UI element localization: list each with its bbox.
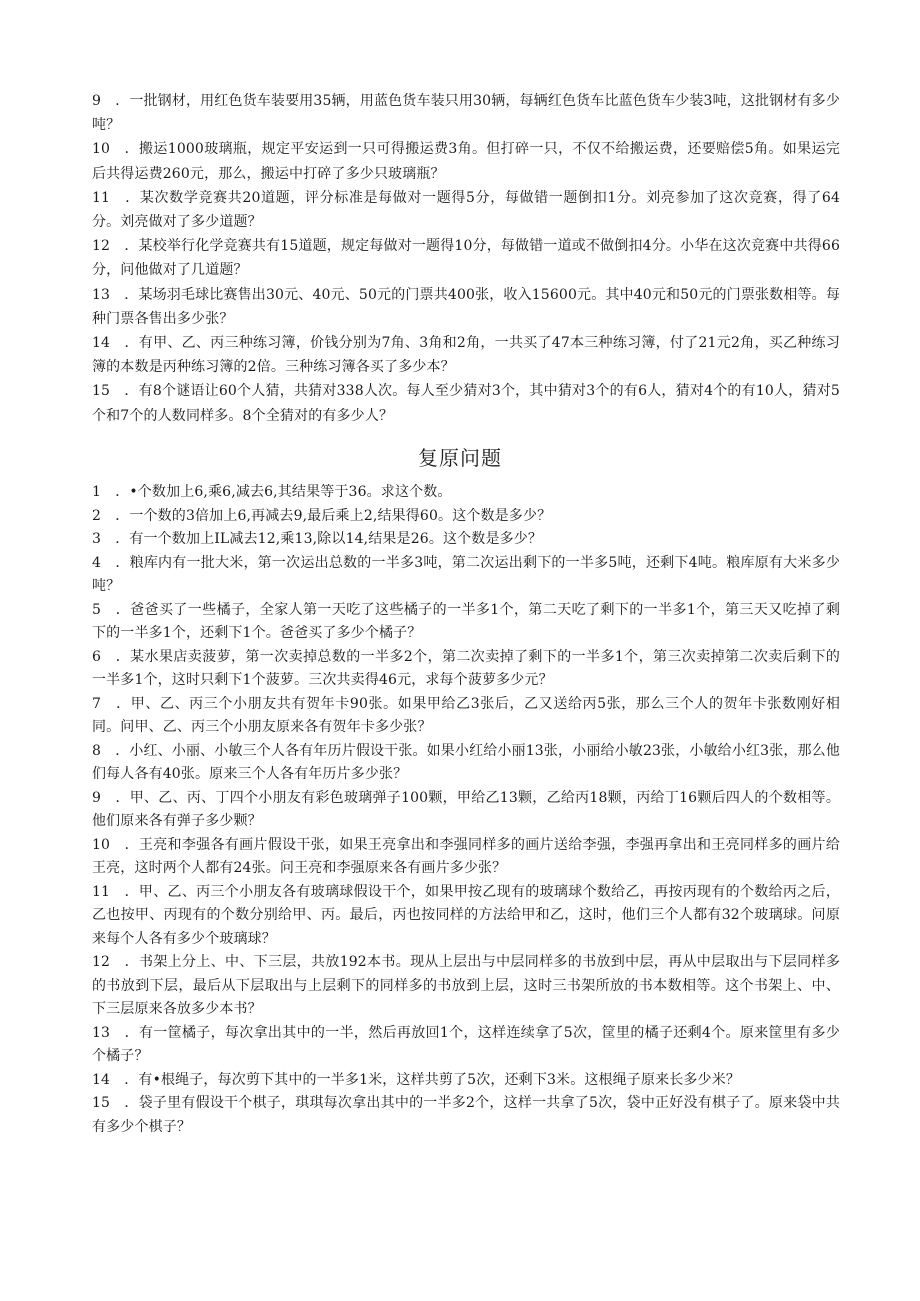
- question-14: 14 ．有甲、乙、丙三种练习簿，价钱分别为7角、3角和2角，一共买了47本三种练习簿，付了21元2角，买乙种练习簿的本数是丙种练习簿的2倍。三种练习簿各买了多少本？: [92, 335, 840, 376]
- question-15: 15 ．有8个谜语让60个人猜，共猜对338人次。每人至少猜对3个，其中猜对3个的有6人，猜对4个的有10人，猜对5个和7个的人数同样多。8个全猜对的有多少人？: [92, 383, 840, 424]
- restore-question-14: 14 ．有•根绳子，每次剪下其中的一半多1米，这样共剪了5次，还剩下3米。这根绳子原来长多少米？: [92, 1071, 740, 1088]
- restore-question-5: 5 ．爸爸买了一些橘子，全家人第一天吃了这些橘子的一半多1个，第二天吃了剩下的一半多1个，第三天又吃掉了剩下的一半多1个，还剩下1个。爸爸买了多少个橘子？: [92, 601, 840, 641]
- restore-question-11: 11 ．甲、乙、丙三个小朋友各有玻璃球假设干个，如果甲按乙现有的玻璃球个数给乙，再按丙现有的个数给丙之后，乙也按甲、丙现有的个数分别给甲、丙。最后，丙也按同样的方法给甲和乙，这时，他们三个人都有32个玻璃球。问原来每个人各有多少个玻璃球？: [92, 883, 840, 947]
- question-12: 12 ．某校举行化学竞赛共有15道题，规定每做对一题得10分，每做错一道或不做倒扣4分。小华在这次竞赛中共得66分，问他做对了几道题？: [92, 238, 840, 279]
- question-9: 9 ．一批钢材，用红色货车装要用35辆，用蓝色货车装只用30辆，每辆红色货车比蓝色货车少装3吨，这批钢材有多少吨？: [92, 93, 840, 134]
- restore-question-3: 3 ．有一个数加上IL减去12,乘13,除以14,结果是26。这个数是多少？: [92, 531, 543, 547]
- restore-question-15: 15 ．袋子里有假设干个棋子，琪琪每次拿出其中的一半多2个，这样一共拿了5次，袋中正好没有棋子了。原来袋中共有多少个棋子？: [92, 1095, 840, 1135]
- question-13: 13 ．某场羽毛球比赛售出30元、40元、50元的门票共400张，收入15600元。其中40元和50元的门票张数相等。每种门票各售出多少张？: [92, 286, 840, 327]
- restore-question-7: 7 ．甲、乙、丙三个小朋友共有贺年卡90张。如果甲给乙3张后，乙又送给丙5张，那么三个人的贺年卡张数刚好相同。问甲、乙、丙三个小朋友原来各有贺年卡多少张？: [92, 695, 840, 735]
- restore-question-4: 4 ．粮库内有一批大米，第一次运出总数的一半多3吨，第二次运出剩下的一半多5吨，还剩下4吨。粮库原有大米多少吨？: [92, 554, 840, 594]
- restore-question-12: 12 ．书架上分上、中、下三层，共放192本书。现从上层出与中层同样多的书放到中层，再从中层取出与下层同样多的书放到下层，最后从下层取出与上层剩下的同样多的书放到上层，这时三书架所放的书本数相等。这个书架上、中、下三层原来各放多少本书？: [92, 954, 840, 1017]
- section-heading: 复原问题: [418, 446, 502, 470]
- restore-question-9: 9 ．甲、乙、丙、丁四个小朋友有彩色玻璃弹子100颗，甲给乙13颗，乙给丙18颗，丙给丁16颗后四人的个数相等。他们原来各有弹子多少颗？: [92, 789, 840, 829]
- restore-question-2: 2 ．一个数的3倍加上6,再减去9,最后乘上2,结果得60。这个数是多少？: [92, 507, 552, 524]
- restore-question-1: 1 ．•个数加上6,乘6,减去6,其结果等于36。求这个数。: [92, 484, 452, 500]
- restore-question-10: 10 ．王亮和李强各有画片假设干张，如果王亮拿出和李强同样多的画片送给李强，李强再拿出和王亮同样多的画片给王亮，这时两个人都有24张。问王亮和李强原来各有画片多少张？: [92, 836, 840, 876]
- restore-question-6: 6 ．某水果店卖菠萝，第一次卖掉总数的一半多2个，第二次卖掉了剩下的一半多1个，第三次卖掉第二次卖后剩下的一半多1个，这时只剩下1个菠萝。三次共卖得46元，求每个菠萝多少元？: [92, 648, 840, 688]
- question-11: 11 ．某次数学竞赛共20道题，评分标准是每做对一题得5分，每做错一题倒扣1分。刘亮参加了这次竞赛，得了64分。刘亮做对了多少道题？: [92, 189, 840, 231]
- question-10: 10 ．搬运1000玻璃瓶，规定平安运到一只可得搬运费3角。但打碎一只，不仅不给搬运费，还要赔偿5角。如果运完后共得运费260元，那么，搬运中打碎了多少只玻璃瓶？: [92, 141, 840, 182]
- restore-question-13: 13 ．有一筐橘子，每次拿出其中的一半，然后再放回1个，这样连续拿了5次，筐里的橘子还剩4个。原来筐里有多少个橘子？: [92, 1024, 840, 1064]
- problem-list-section-1: [92, 89, 840, 428]
- restore-question-8: 8 ．小红、小丽、小敏三个人各有年历片假设干张。如果小红给小丽13张，小丽给小敏23张，小敏给小红3张，那么他们每人各有40张。原来三个人各有年历片多少张？: [92, 742, 840, 782]
- problem-list-section-2: [92, 481, 840, 1139]
